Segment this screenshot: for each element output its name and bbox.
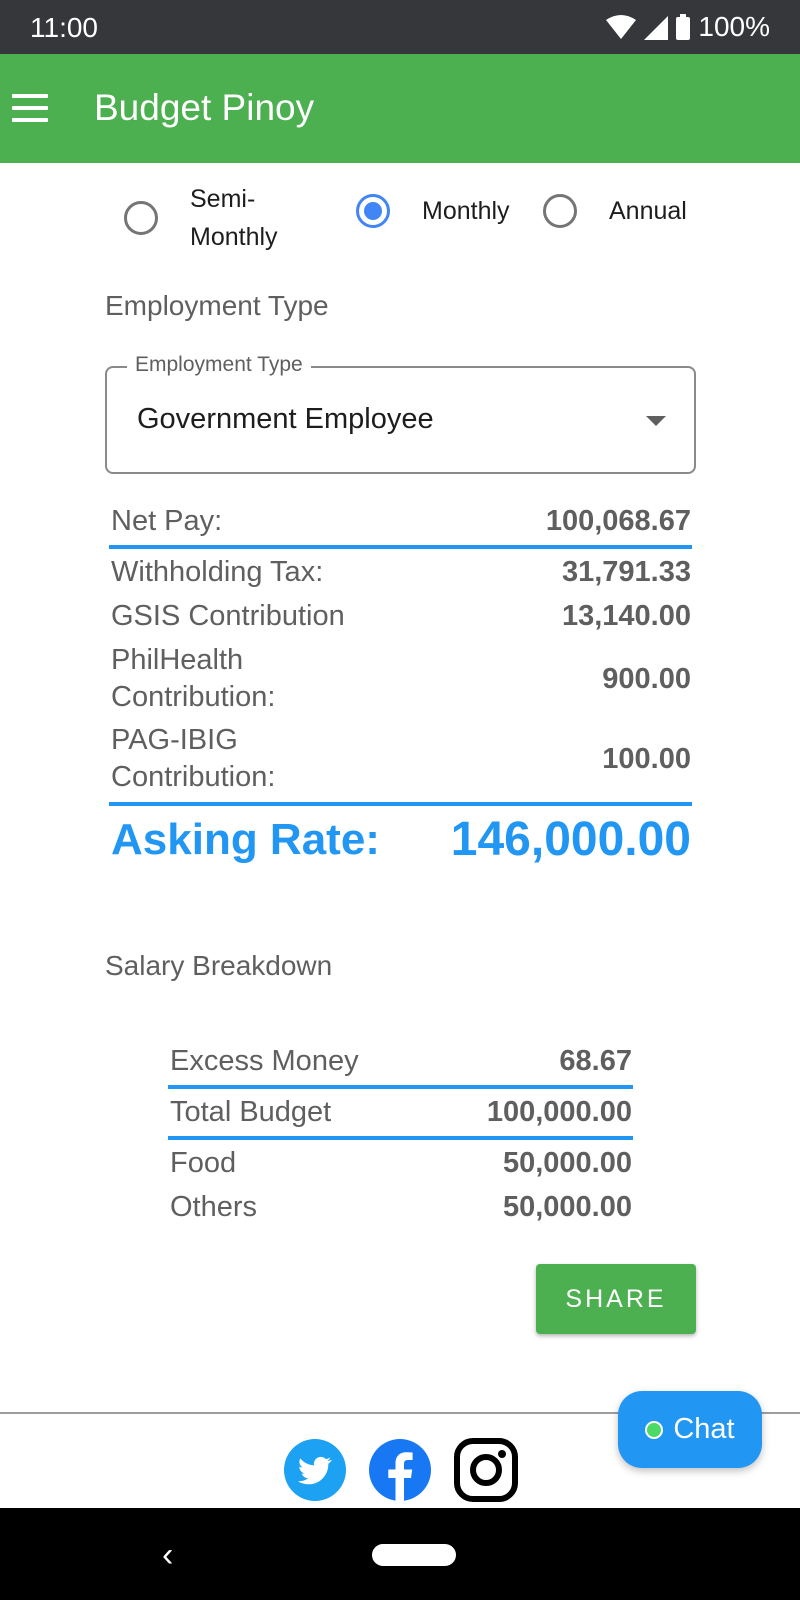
radio-button[interactable] (543, 194, 577, 228)
menu-icon[interactable] (12, 94, 48, 122)
app-bar (0, 54, 800, 163)
divider (109, 802, 692, 806)
navigation-bar (0, 1508, 800, 1600)
radio-label-annual: Annual (609, 197, 687, 225)
wifi-icon (606, 14, 636, 40)
employment-type-field-label: Employment Type (127, 353, 311, 377)
status-bar (0, 0, 800, 54)
asking-rate-row (111, 812, 691, 867)
battery-percent: 100% (698, 11, 770, 42)
deduction-label-line: PhilHealth (111, 644, 244, 676)
divider (109, 545, 692, 549)
instagram-icon[interactable] (454, 1438, 518, 1502)
pay-period-selector (0, 180, 800, 250)
excess-money-label: Excess Money (170, 1045, 359, 1077)
asking-rate-label: Asking Rate: (111, 814, 380, 864)
radio-annual[interactable] (543, 192, 687, 230)
radio-selected-dot (364, 202, 382, 220)
philhealth-row (111, 642, 691, 716)
employment-section-title: Employment Type (105, 290, 329, 321)
deduction-label (111, 642, 275, 716)
salary-breakdown-title: Salary Breakdown (105, 950, 333, 981)
back-icon[interactable]: ‹ (162, 1536, 174, 1574)
budget-item-value: 50,000.00 (502, 1191, 632, 1223)
net-pay-row (111, 503, 691, 540)
deduction-label-line: PAG-IBIG (111, 724, 238, 756)
divider (168, 1136, 633, 1140)
deduction-value: 13,140.00 (561, 600, 691, 632)
status-icons (606, 11, 770, 43)
radio-label-line: Monthly (190, 223, 278, 251)
gsis-row (111, 598, 691, 635)
deduction-label: Withholding Tax: (111, 556, 324, 588)
facebook-icon[interactable] (368, 1438, 432, 1502)
budget-item-row (170, 1145, 632, 1182)
total-budget-row (170, 1094, 632, 1131)
budget-item-label: Others (170, 1191, 258, 1223)
dropdown-arrow-icon (646, 416, 666, 426)
budget-item-value: 50,000.00 (502, 1147, 632, 1179)
total-budget-label: Total Budget (170, 1096, 332, 1128)
battery-icon (676, 14, 690, 40)
share-button[interactable]: SHARE (536, 1264, 696, 1334)
deduction-label (111, 722, 275, 796)
radio-label-monthly: Monthly (422, 197, 510, 225)
employment-type-value: Government Employee (137, 403, 434, 435)
online-status-dot (645, 1421, 663, 1439)
deduction-label-line: Contribution: (111, 761, 276, 793)
budget-item-row (170, 1189, 632, 1226)
withholding-tax-row (111, 554, 691, 591)
pagibig-row (111, 722, 691, 796)
radio-label-line: Semi- (190, 185, 256, 213)
deduction-label: GSIS Contribution (111, 600, 345, 632)
status-time: 11:00 (30, 12, 98, 43)
net-pay-label: Net Pay: (111, 505, 223, 537)
radio-button[interactable] (356, 194, 390, 228)
net-pay-value: 100,068.67 (545, 505, 691, 537)
divider (168, 1085, 633, 1089)
home-button[interactable] (372, 1544, 456, 1566)
signal-icon (644, 14, 668, 40)
app-title: Budget Pinoy (94, 87, 315, 128)
deduction-value: 100.00 (602, 742, 691, 775)
radio-semi-monthly[interactable] (124, 180, 278, 256)
radio-label-semi-monthly (190, 180, 278, 256)
asking-rate-value: 146,000.00 (450, 813, 691, 866)
employment-type-select[interactable] (105, 353, 696, 474)
excess-money-value: 68.67 (559, 1045, 632, 1077)
deduction-value: 31,791.33 (561, 556, 691, 588)
budget-item-label: Food (170, 1147, 237, 1179)
radio-button[interactable] (124, 201, 158, 235)
deduction-value: 900.00 (602, 662, 691, 695)
twitter-icon[interactable] (283, 1438, 347, 1502)
total-budget-value: 100,000.00 (486, 1096, 632, 1128)
deduction-label-line: Contribution: (111, 681, 276, 713)
excess-money-row (170, 1043, 632, 1080)
chat-button[interactable] (618, 1391, 762, 1468)
chat-label: Chat (673, 1413, 735, 1445)
radio-monthly[interactable] (356, 192, 510, 230)
